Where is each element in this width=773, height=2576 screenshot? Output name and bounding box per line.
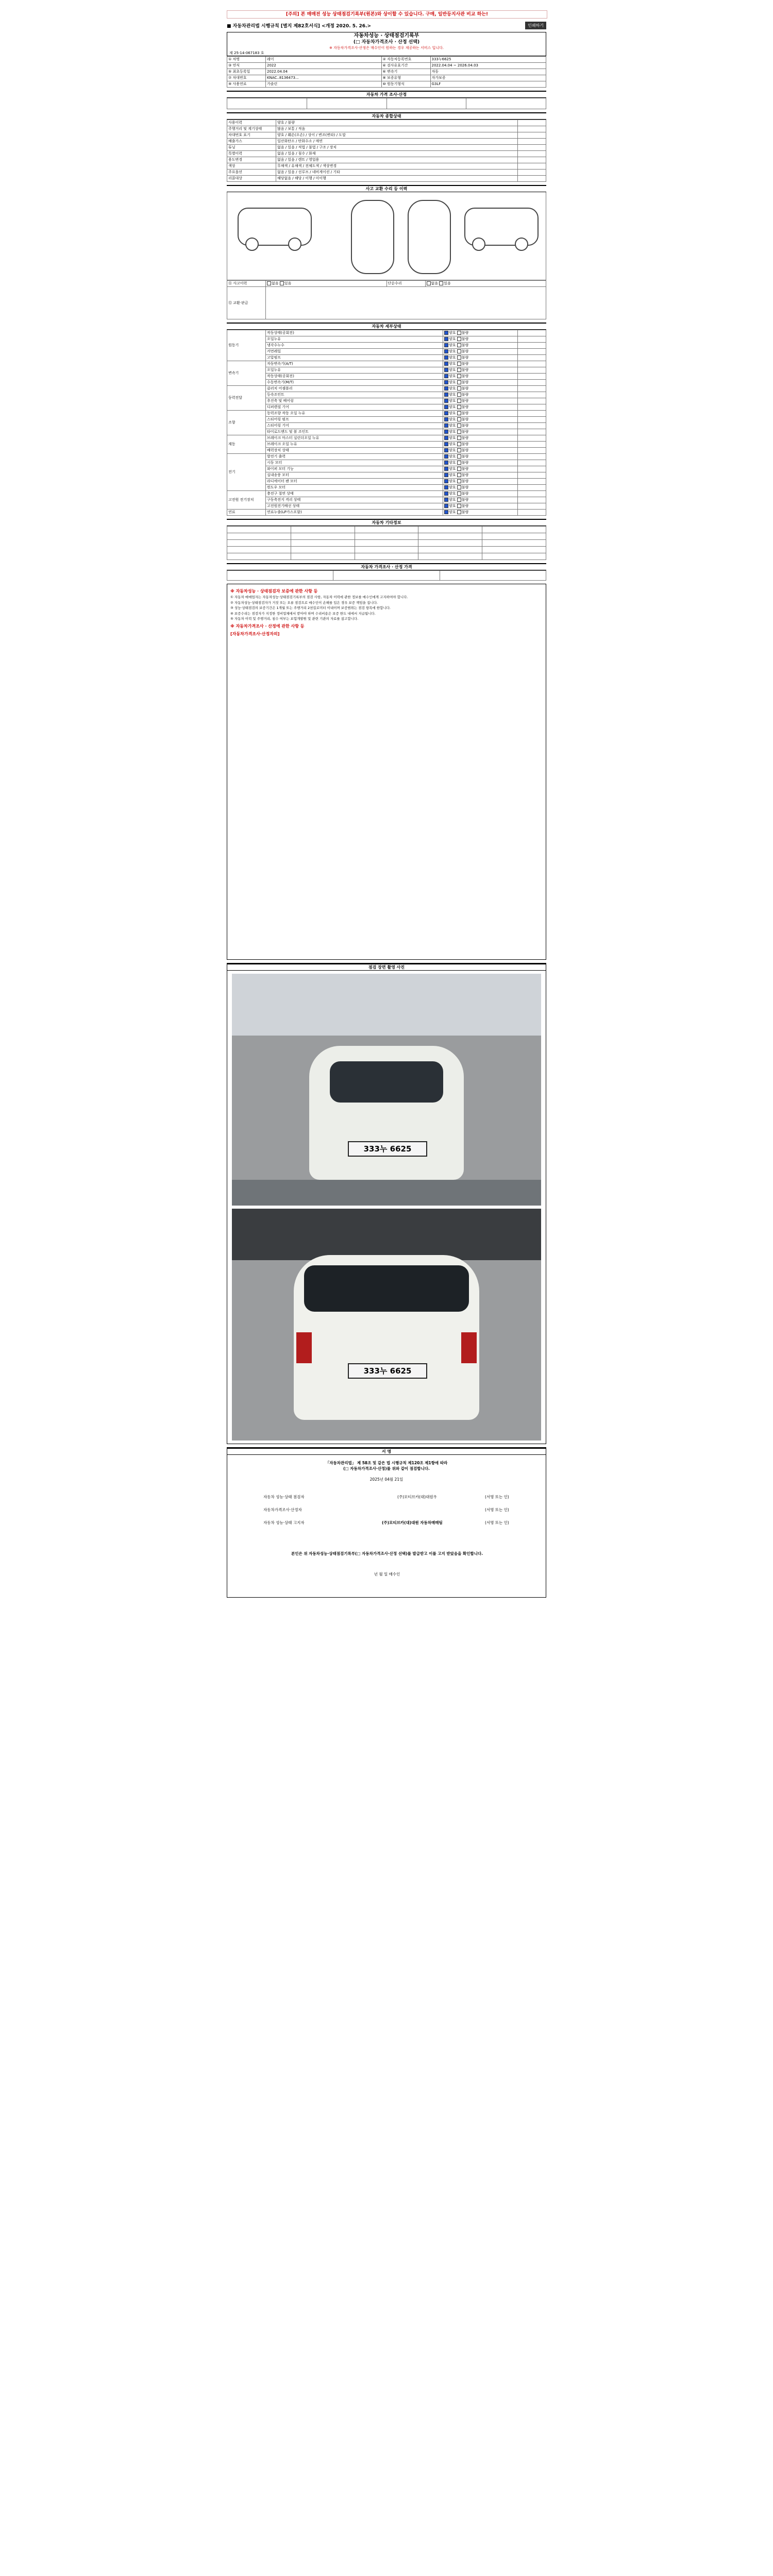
wheel-icon (245, 238, 259, 251)
detail-row: 스티어링 기어 양호 불량 (227, 423, 546, 429)
sign-placeholder: (서명 또는 인) (485, 1520, 509, 1525)
sign-name: (주)모티브카(대)대원 자동차매매팀 (382, 1520, 443, 1525)
checkbox-icon (457, 485, 461, 489)
damage-diagram (227, 192, 546, 280)
status-row (227, 120, 546, 126)
reg-no: 제 25-14-067183 호 (229, 51, 264, 55)
print-button[interactable]: 인쇄하기 (525, 22, 546, 29)
sign-line: (□ 자동차가격조사·산정)를 위와 같이 점검합니다. (343, 1466, 430, 1471)
checkbox-icon (444, 498, 448, 502)
warranty: 자가보증 (430, 75, 546, 81)
checkbox-icon (267, 281, 271, 285)
detail-row: 등속조인트 양호 불량 (227, 392, 546, 398)
wheel-icon (472, 238, 485, 251)
note-paragraph: ⑤ 자동차 이력 및 주행거리, 침수 여부는 보험개발원 및 관련 기관의 자료를 참고합니다. (230, 617, 359, 621)
checkbox-icon (444, 368, 448, 372)
detail-item: 시동 모터 (266, 460, 443, 466)
checkbox-icon (444, 454, 448, 459)
detail-item: 라디에이터 팬 모터 (266, 479, 443, 485)
checkbox-icon (457, 510, 461, 514)
checkbox-icon (457, 473, 461, 477)
detail-row: 조향 동력조향 작동 오일 누유 양호 불량 (227, 411, 546, 417)
checkbox-icon (457, 442, 461, 446)
detail-row: 브레이크 오일 누유 양호 불량 (227, 442, 546, 448)
status-row (227, 151, 546, 157)
checkbox-icon (444, 374, 448, 378)
sign-role: 자동차 성능·상태 고지자 (263, 1520, 305, 1525)
checkbox-icon (444, 430, 448, 434)
sign-placeholder: (서명 또는 인) (485, 1507, 509, 1512)
doc-title: 자동차성능 · 상태점검기록부 (354, 33, 419, 39)
checkbox-icon (444, 442, 448, 446)
checkbox-icon (457, 492, 461, 496)
signature-box (227, 1447, 546, 1598)
title-box (227, 32, 546, 56)
detail-row: 동력전달 클러치 어셈블리 양호 불량 (227, 386, 546, 392)
detail-item: 실내송풍 모터 (266, 472, 443, 479)
status-row (227, 126, 546, 132)
car-no: 333누6625 (430, 57, 546, 63)
checkbox-icon (444, 448, 448, 452)
detail-row: 실내송풍 모터 양호 불량 (227, 472, 546, 479)
prices2-table (227, 570, 546, 581)
detail-item: 충전구 절연 상태 (266, 491, 443, 497)
status-value: 많음 / 보통 / 적음 (276, 126, 518, 132)
photo-section-title: 점검 장면 촬영 사진 (227, 963, 546, 971)
detail-row: 변속기 자동변속기(A/T) 양호 불량 (227, 361, 546, 367)
sign-name: (주)모티브카(대)대원우 (397, 1495, 437, 1499)
checkbox-icon (457, 467, 461, 471)
checkbox-icon (444, 436, 448, 440)
warning-banner: [주의] 본 매매전 성능 상태점검기록부(원본)와 상이할 수 있습니다. 구매, 일반등지사관 비교 하는! (227, 10, 547, 19)
detail-group: 연료 (227, 510, 266, 516)
detail-row: 커먼레일 양호 불량 (227, 349, 546, 355)
checkbox-icon (444, 504, 448, 508)
checkbox-icon (444, 411, 448, 415)
checkbox-icon (457, 331, 461, 335)
inspection-document (227, 21, 546, 2391)
status-row (227, 157, 546, 163)
status-value: 무채색 / 유채색 / 전체도색 / 색상변경 (276, 163, 518, 170)
checkbox-icon (444, 417, 448, 421)
detail-item: 연료누출(LP가스포함) (266, 510, 443, 516)
wheel-icon (288, 238, 301, 251)
checkbox-icon (444, 467, 448, 471)
checkbox-icon (444, 393, 448, 397)
checkbox-icon (457, 337, 461, 341)
checkbox-icon (457, 430, 461, 434)
status-key: 색상 (227, 163, 276, 170)
form-label: ■ 자동차관리법 시행규칙 [별지 제82호서식] <개정 2020. 5. 26.> (227, 23, 371, 29)
note-paragraph: ④ 보증수리는 점검자가 지정한 정비업체에서 받아야 하며 수리비용은 보증 한도 내에서 지급됩니다. (230, 611, 376, 616)
transmission: 자동 (430, 69, 546, 75)
price-table (227, 98, 546, 109)
checkbox-icon (457, 411, 461, 415)
checkbox-icon (457, 368, 461, 372)
checkbox-icon (457, 436, 461, 440)
detail-row: 배력장치 상태 양호 불량 (227, 448, 546, 454)
detail-item: 윈도우 모터 (266, 485, 443, 491)
status-key: 주행거리 및 계기상태 (227, 126, 276, 132)
checkbox-icon (457, 423, 461, 428)
status-section-title: 자동차 종합상태 (227, 112, 546, 120)
detail-item: 디퍼렌셜 기어 (266, 404, 443, 411)
detail-row: 연료 연료누출(LP가스포함) 양호 불량 (227, 510, 546, 516)
checkbox-icon (457, 417, 461, 421)
status-value: 일산화탄소 / 탄화수소 / 매연 (276, 139, 518, 145)
status-key: 사용이력 (227, 120, 276, 126)
sign-placeholder: (서명 또는 인) (485, 1495, 509, 1499)
detail-row: 냉각수누수 양호 불량 (227, 343, 546, 349)
detail-item: 작동상태(공회전) (266, 330, 443, 336)
status-value: 없음 / 있음 / 적법 / 불법 / 구조 / 장치 (276, 145, 518, 151)
checkbox-icon (444, 337, 448, 341)
detail-item: 동력조향 작동 오일 누유 (266, 411, 443, 417)
detail-row: 작동상태(공회전) 양호 불량 (227, 374, 546, 380)
photo-section (227, 963, 546, 1444)
checkbox-icon (444, 331, 448, 335)
detail-row: 시동 모터 양호 불량 (227, 460, 546, 466)
detail-row: 원동기 작동상태(공회전) 양호 불량 (227, 330, 546, 336)
status-key: 특별이력 (227, 151, 276, 157)
sign-footer: 본인은 위 자동차성능·상태점검기록부(□ 자동차가격조사·산정 선택)를 발급받고 이를 고지 받았음을 확인합니다. (291, 1551, 483, 1556)
status-key: 차대번호 표기 (227, 132, 276, 139)
note-paragraph: ③ 성능·상태점검의 보증기간은 1개월 또는 주행거리 2천킬로미터 이내이며 보증범위는 점검 항목에 한합니다. (230, 606, 391, 610)
status-row (227, 163, 546, 170)
prices2-section-title: 자동차 가격조사 · 산정 가격 (227, 563, 546, 570)
detail-item: 와이퍼 모터 기능 (266, 466, 443, 472)
detail-group: 원동기 (227, 330, 266, 361)
checkbox-icon (444, 380, 448, 384)
detail-row: 제동 브레이크 마스터 실린더오일 누유 양호 불량 (227, 435, 546, 442)
status-value: 양호 / 훼손(오손) / 상이 / 변조(변타) / 도말 (276, 132, 518, 139)
checkbox-icon (457, 393, 461, 397)
detail-item: 등속조인트 (266, 392, 443, 398)
detail-item: 냉각수누수 (266, 343, 443, 349)
engine: G3LF (430, 81, 546, 88)
detail-row: 전기 발전기 출력 양호 불량 (227, 454, 546, 460)
wheel-icon (515, 238, 528, 251)
rear-photo (232, 1209, 541, 1440)
detail-group: 전기 (227, 454, 266, 491)
status-key: 주요옵션 (227, 170, 276, 176)
inspect-period: 2022.04.04 ~ 2026.04.03 (430, 63, 546, 69)
checkbox-icon (444, 510, 448, 514)
checkbox-icon (457, 349, 461, 353)
detail-item: 고압펌프 (266, 355, 443, 361)
detail-item: 커먼레일 (266, 349, 443, 355)
checkbox-icon (457, 405, 461, 409)
checkbox-icon (444, 349, 448, 353)
car-name: 레이 (266, 57, 382, 63)
detail-item: 브레이크 오일 누유 (266, 442, 443, 448)
status-key: 용도변경 (227, 157, 276, 163)
fuel: 가솔린 (266, 81, 382, 88)
sign-date: 2025년 04월 21일 (369, 1477, 404, 1482)
detail-item: 스티어링 기어 (266, 423, 443, 429)
note-paragraph: ② 자동차성능·상태점검자가 거짓 또는 오류 점검으로 매수인이 손해를 입은 경우 보증 책임을 집니다. (230, 600, 378, 605)
checkbox-icon (444, 485, 448, 489)
price-section-title: 자동차 가격 조사·산정 (227, 91, 546, 98)
detail-group: 제동 (227, 435, 266, 454)
detail-item: 발전기 출력 (266, 454, 443, 460)
detail-row: 고압펌프 양호 불량 (227, 355, 546, 361)
detail-item: 자동변속기(A/T) (266, 361, 443, 367)
detail-item: 고전원전기배선 상태 (266, 503, 443, 510)
detail-row: 수동변속기(M/T) 양호 불량 (227, 380, 546, 386)
detail-row: 디퍼렌셜 기어 양호 불량 (227, 404, 546, 411)
detail-item: 오일누유 (266, 367, 443, 374)
vin: KNAC..8136473... (266, 75, 382, 81)
checkbox-icon (457, 399, 461, 403)
checkbox-icon (457, 479, 461, 483)
options-section-title: 자동차 기타정보 (227, 519, 546, 526)
detail-item: 배력장치 상태 (266, 448, 443, 454)
detail-item: 작동상태(공회전) (266, 374, 443, 380)
checkbox-icon (444, 386, 448, 391)
checkbox-icon (444, 343, 448, 347)
damage-table: ⑪ 사고이력 없음 있음 단순수리 없음 있음 ⑫ 교환·판금 (227, 280, 546, 319)
status-value: 없음 / 있음 / 침수 / 화재 (276, 151, 518, 157)
sign-line: 「자동차관리법」 제 58조 및 같은 법 시행규칙 제120조 제1항에 따라 (325, 1461, 448, 1465)
checkbox-icon (444, 399, 448, 403)
checkbox-icon (457, 454, 461, 459)
checkbox-icon (444, 461, 448, 465)
damage-section-title: 사고 교환 수리 등 이력 (227, 185, 546, 192)
car-top-front (351, 200, 394, 274)
checkbox-icon (444, 473, 448, 477)
detail-item: 수동변속기(M/T) (266, 380, 443, 386)
checkbox-icon (444, 405, 448, 409)
options-table (227, 526, 546, 560)
detail-row: 오일누유 양호 불량 (227, 336, 546, 343)
doc-notice: ※ 자동차가격조사·산정은 매수인이 원하는 경우 제공하는 서비스 입니다. (329, 46, 444, 50)
checkbox-icon (457, 343, 461, 347)
status-table (227, 120, 546, 182)
doc-subtitle: (□ 자동차가격조사 · 산정 선택) (353, 40, 420, 45)
detail-row: 스티어링 펌프 양호 불량 (227, 417, 546, 423)
status-key: 배출가스 (227, 139, 276, 145)
checkbox-icon (457, 362, 461, 366)
status-value: 없음 / 있음 / 선루프 / 네비게이션 / 기타 (276, 170, 518, 176)
status-row (227, 170, 546, 176)
checkbox-icon (280, 281, 284, 285)
sign-role: 자동차가격조사·산정자 (263, 1507, 302, 1512)
car-top-rear (408, 200, 451, 274)
status-value: 없음 / 있음 / 렌트 / 영업용 (276, 157, 518, 163)
detail-row: 고전원 전기장치 충전구 절연 상태 양호 불량 (227, 491, 546, 497)
detail-row: 라디에이터 팬 모터 양호 불량 (227, 479, 546, 485)
plate-front: 333누 6625 (348, 1141, 427, 1157)
parts-section-title: 자동차 세부상태 (227, 323, 546, 330)
checkbox-icon (444, 492, 448, 496)
detail-row: 와이퍼 모터 기능 양호 불량 (227, 466, 546, 472)
detail-row: 구동축전지 격리 상태 양호 불량 (227, 497, 546, 503)
detail-item: 브레이크 마스터 실린더오일 누유 (266, 435, 443, 442)
detail-item: 타이로드엔드 및 볼 조인트 (266, 429, 443, 435)
checkbox-icon (457, 386, 461, 391)
status-row (227, 132, 546, 139)
detail-item: 오일누유 (266, 336, 443, 343)
detail-table (227, 330, 546, 516)
detail-item: 스티어링 펌프 (266, 417, 443, 423)
detail-row: 타이로드엔드 및 볼 조인트 양호 불량 (227, 429, 546, 435)
checkbox-icon (444, 479, 448, 483)
detail-row: 오일누유 양호 불량 (227, 367, 546, 374)
detail-group: 조향 (227, 411, 266, 435)
status-row (227, 139, 546, 145)
checkbox-icon (457, 448, 461, 452)
detail-item: 클러치 어셈블리 (266, 386, 443, 392)
detail-item: 구동축전지 격리 상태 (266, 497, 443, 503)
detail-group: 고전원 전기장치 (227, 491, 266, 510)
notes-title-1: ※ 자동차성능 · 상태점검자 보증에 관한 사항 등 (230, 589, 318, 594)
status-row (227, 176, 546, 182)
detail-row: 추진축 및 베어링 양호 불량 (227, 398, 546, 404)
detail-row: 고전원전기배선 상태 양호 불량 (227, 503, 546, 510)
car-year: 2022 (266, 63, 382, 69)
checkbox-icon (457, 504, 461, 508)
plate-rear: 333누 6625 (348, 1363, 427, 1379)
checkbox-icon (444, 362, 448, 366)
detail-group: 동력전달 (227, 386, 266, 411)
checkbox-icon (457, 498, 461, 502)
detail-group: 변속기 (227, 361, 266, 386)
status-value: 양호 / 불량 (276, 120, 518, 126)
sign-title: 서 명 (227, 1448, 546, 1455)
note-paragraph: ① 자동차 매매업자는 자동차성능·상태점검기록부의 점검 사항, 자동차 이력에 관한 정보를 매수인에게 고지하여야 합니다. (230, 595, 408, 599)
status-key: 리콜대상 (227, 176, 276, 182)
first-reg: 2022.04.04 (266, 69, 382, 75)
notes-title-3: [자동차가격조사·산정자의] (230, 631, 280, 636)
front-photo (232, 974, 541, 1206)
checkbox-icon (457, 355, 461, 360)
checkbox-icon (457, 380, 461, 384)
checkbox-icon (439, 281, 443, 285)
sign-role: 자동차 성능·상태 점검자 (263, 1495, 305, 1499)
checkbox-icon (457, 374, 461, 378)
detail-row: 윈도우 모터 양호 불량 (227, 485, 546, 491)
checkbox-icon (444, 355, 448, 360)
basic-info-table: ① 차명 레이 ② 자동차등록번호 333누6625 ③ 연식 2022 ④ 검사유효기간 2022.04.04 ~ 2026.04.03 ⑤ 최초등록일 2022.04.04 ⑥ 변속기 자동 ⑦ 차대번호 KNAC..8136473... ⑧ 보증유형 자가보증 ⑨ 사용연료 가솔린 ⑩ 원동기형식 G3LF (227, 56, 546, 88)
status-value: 해당없음 / 해당 / 이행 / 미이행 (276, 176, 518, 182)
detail-item: 추진축 및 베어링 (266, 398, 443, 404)
notes-title-2: ※ 자동차가격조사 · 산정에 관한 사항 등 (230, 623, 305, 629)
status-row (227, 145, 546, 151)
checkbox-icon (427, 281, 431, 285)
form-header (227, 21, 546, 30)
checkbox-icon (457, 461, 461, 465)
checkbox-icon (444, 423, 448, 428)
status-key: 튜닝 (227, 145, 276, 151)
sign-footer-date: 년 월 일 매수인 (374, 1572, 400, 1577)
notes-box (227, 584, 546, 960)
